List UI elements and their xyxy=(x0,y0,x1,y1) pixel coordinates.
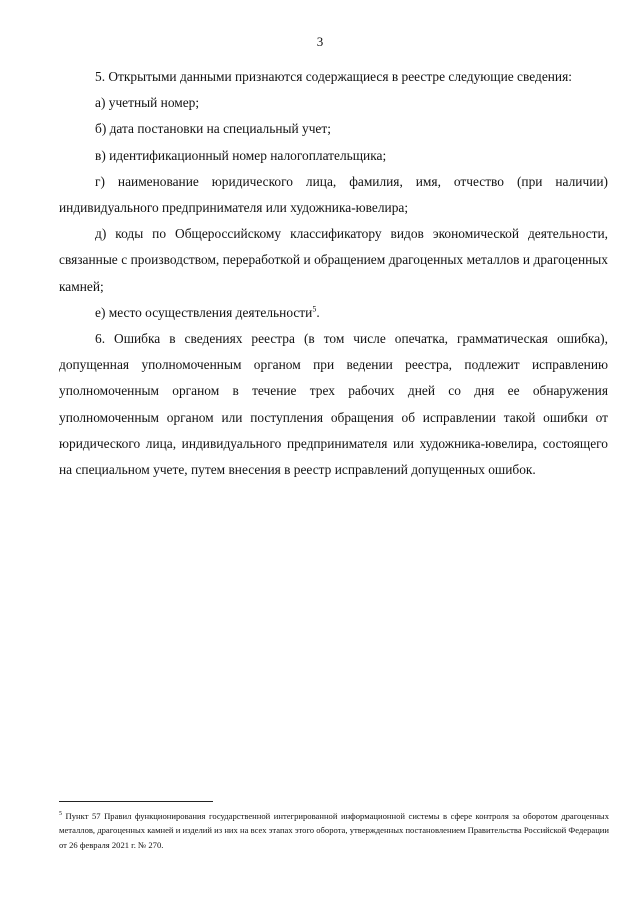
document-body xyxy=(59,64,608,483)
list-item-b: б) дата постановки на специальный учет; xyxy=(95,121,331,137)
page-number: 3 xyxy=(316,34,324,49)
list-item-e xyxy=(59,300,608,326)
footnote-reference[interactable]: 5 xyxy=(312,304,317,314)
list-item-a: а) учетный номер; xyxy=(95,95,200,111)
footnote-divider xyxy=(59,801,213,802)
list-item-v: в) идентификационный номер налогоплательщика; xyxy=(95,147,387,163)
paragraph-6: 6. Ошибка в сведениях реестра (в том числе опечатка, грамматическая ошибка), допущенная уполномоченным органом при ведении реестра, подлежит исправлению уполномоченным органом в течение трех рабочих дней со дня ее обнаружения уполномоченным органом или поступления обращения об исправлении такой ошибки от юридического лица, индивидуального предпринимателя или художника-ювелира, состоящего на специальном учете, путем внесения в реестр исправлений допущенных ошибок. xyxy=(59,331,608,478)
list-item-g: г) наименование юридического лица, фамилия, имя, отчество (при наличии) индивидуального предпринимателя или художника-ювелира; xyxy=(59,173,608,216)
footnote-text: Пункт 57 Правил функционирования государственной интегрированной информационной системы в сфере контроля за оборотом драгоценных металлов, драгоценных камней и изделий из них на всех этапах этого оборота, утвержденных постановлением Правительства Российской Федерации от 26 февраля 2021 г. № 270. xyxy=(59,811,609,850)
list-item-e-text: е) место осуществления деятельности xyxy=(95,304,313,320)
footnote-number: 5 xyxy=(59,811,62,818)
paragraph-5-intro: 5. Открытыми данными признаются содержащиеся в реестре следующие сведения: xyxy=(95,69,572,84)
list-item-d: д) коды по Общероссийскому классификатору видов экономической деятельности, связанные с производством, переработкой и обращением драгоценных металлов и драгоценных камней; xyxy=(59,226,608,294)
list-item-e-tail: . xyxy=(316,304,320,320)
footnote xyxy=(59,809,609,852)
